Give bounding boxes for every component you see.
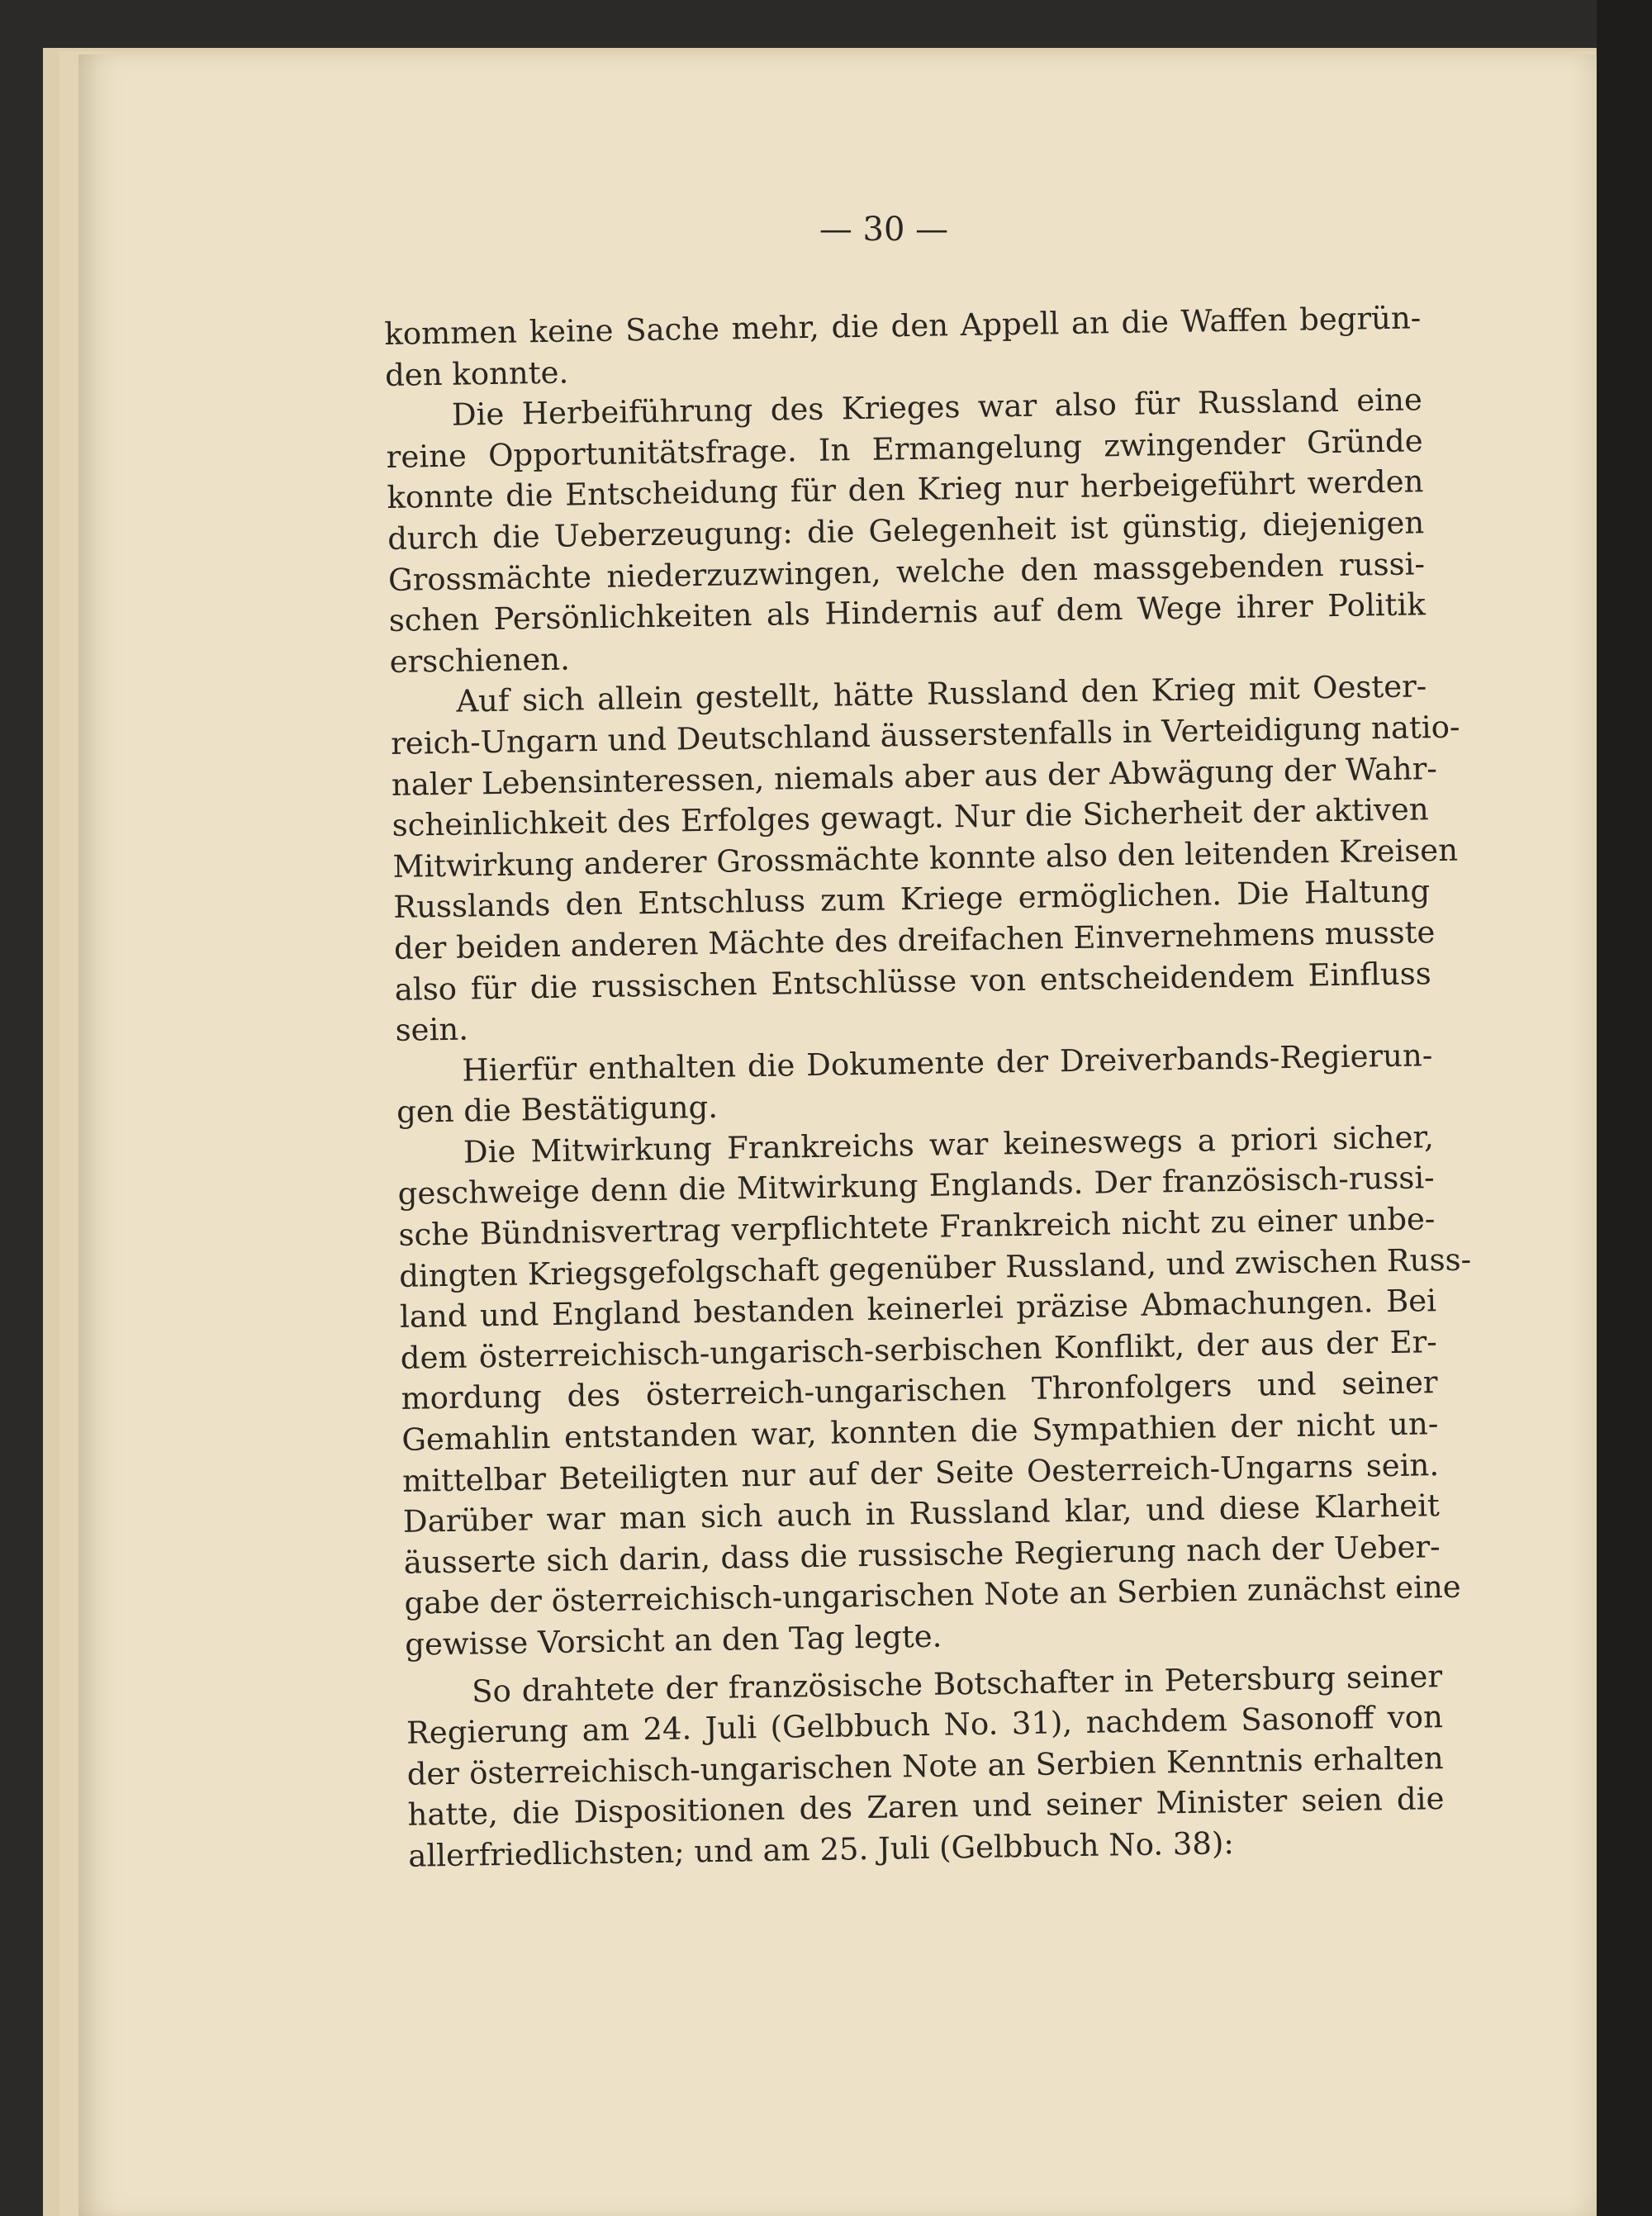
paragraph (406, 1656, 1446, 1877)
text-line: der beiden anderen Mächte des dreifachen Einvernehmens musste (393, 914, 1436, 966)
text-line: Hierfür enthalten die Dokumente der Dreiverbands-Regierun- (462, 1037, 1433, 1089)
text-line: Die Herbeiführung des Krieges war also für Russland eine (451, 382, 1423, 433)
text-line: gabe der österreichisch-ungarischen Note an Serbien zunächst eine (404, 1569, 1461, 1622)
text-line: sein. (395, 1011, 469, 1048)
text-line: Mitwirkung anderer Grossmächte konnte also den leitenden Kreisen (392, 832, 1459, 885)
text-line: kommen keine Sache mehr, die den Appell an die Waffen begrün- (384, 300, 1422, 352)
text-line: Regierung am 24. Juli (Gelbbuch No. 31), nachdem Sasonoff von (406, 1699, 1444, 1751)
text-line: So drahtete der französische Botschafter in Petersburg seiner (471, 1658, 1443, 1710)
text-line: also für die russischen Entschlüsse von entscheidendem Einfluss (394, 955, 1432, 1008)
text-line: mittelbar Beteiligten nur auf der Seite Oesterreich-Ungarns sein. (401, 1446, 1440, 1499)
text-line: durch die Ueberzeugung: die Gelegenheit ist günstig, diejenigen (387, 505, 1425, 557)
scan-background (1597, 0, 1652, 2216)
text-line: konnte die Entscheidung für den Krieg nur herbeigeführt werden (387, 463, 1424, 516)
paragraph (397, 1117, 1472, 1665)
text-line: allerfriedlichsten; und am 25. Juli (Gelbbuch No. 38): (407, 1825, 1235, 1874)
text-line: dingten Kriegsgefolgschaft gegenüber Russland, und zwischen Russ- (398, 1241, 1472, 1294)
text-line: gen die Bestätigung. (396, 1089, 719, 1131)
text-line: Grossmächte niederzuzwingen, welche den massgebenden russi- (387, 545, 1426, 598)
page-number: — 30 — (819, 211, 949, 249)
text-line: hatte, die Dispositionen des Zaren und seiner Minister seien die (407, 1781, 1445, 1834)
text-line: schen Persönlichkeiten als Hindernis auf dem Wege ihrer Politik (388, 586, 1427, 639)
text-line: dem österreichisch-ungarisch-serbischen Konflikt, der aus der Er- (400, 1323, 1438, 1376)
paragraph (386, 379, 1427, 682)
text-line: geschweige denn die Mitwirkung Englands. Der französisch-russi- (397, 1160, 1435, 1212)
text-line: Gemahlin entstanden war, konnten die Sympathien der nicht un- (401, 1406, 1439, 1458)
text-line: mordung des österreich-ungarischen Thronfolgers und seiner (401, 1364, 1438, 1417)
text-line: scheinlichkeit des Erfolges gewagt. Nur die Sicherheit der aktiven (392, 791, 1429, 844)
text-line: sche Bündnisvertrag verpflichtete Frankreich nicht zu einer unbe- (398, 1201, 1436, 1253)
text-line: gewisse Vorsicht an den Tag legte. (404, 1618, 942, 1663)
text-line: naler Lebensinteressen, niemals aber aus der Abwägung der Wahr- (391, 750, 1438, 803)
paragraph (384, 297, 1422, 396)
text-line: den konnte. (384, 354, 569, 393)
paragraph (396, 1035, 1433, 1133)
text-line: Auf sich allein gestellt, hätte Russland den Krieg mit Oester- (456, 668, 1427, 720)
text-line: land und England bestanden keinerlei präzise Abmachungen. Bei (399, 1283, 1437, 1336)
text-line: reich-Ungarn und Deutschland äusserstenfalls in Verteidigung natio- (390, 709, 1460, 762)
text-line: Die Mitwirkung Frankreichs war keineswegs a priori sicher, (463, 1119, 1435, 1170)
paragraph (390, 667, 1460, 1051)
text-line: Russlands den Entschluss zum Kriege ermöglichen. Die Haltung (392, 873, 1431, 926)
text-line: erschienen. (389, 641, 571, 680)
text-line: Darüber war man sich auch in Russland klar, und diese Klarheit (402, 1488, 1441, 1540)
text-line: der österreichisch-ungarischen Note an Serbien Kenntnis erhalten (406, 1739, 1444, 1792)
body-text (384, 297, 1472, 1877)
text-line: äusserte sich darin, dass die russische Regierung nach der Ueber- (403, 1528, 1441, 1581)
text-line: reine Opportunitätsfrage. In Ermangelung zwingender Gründe (386, 423, 1423, 475)
